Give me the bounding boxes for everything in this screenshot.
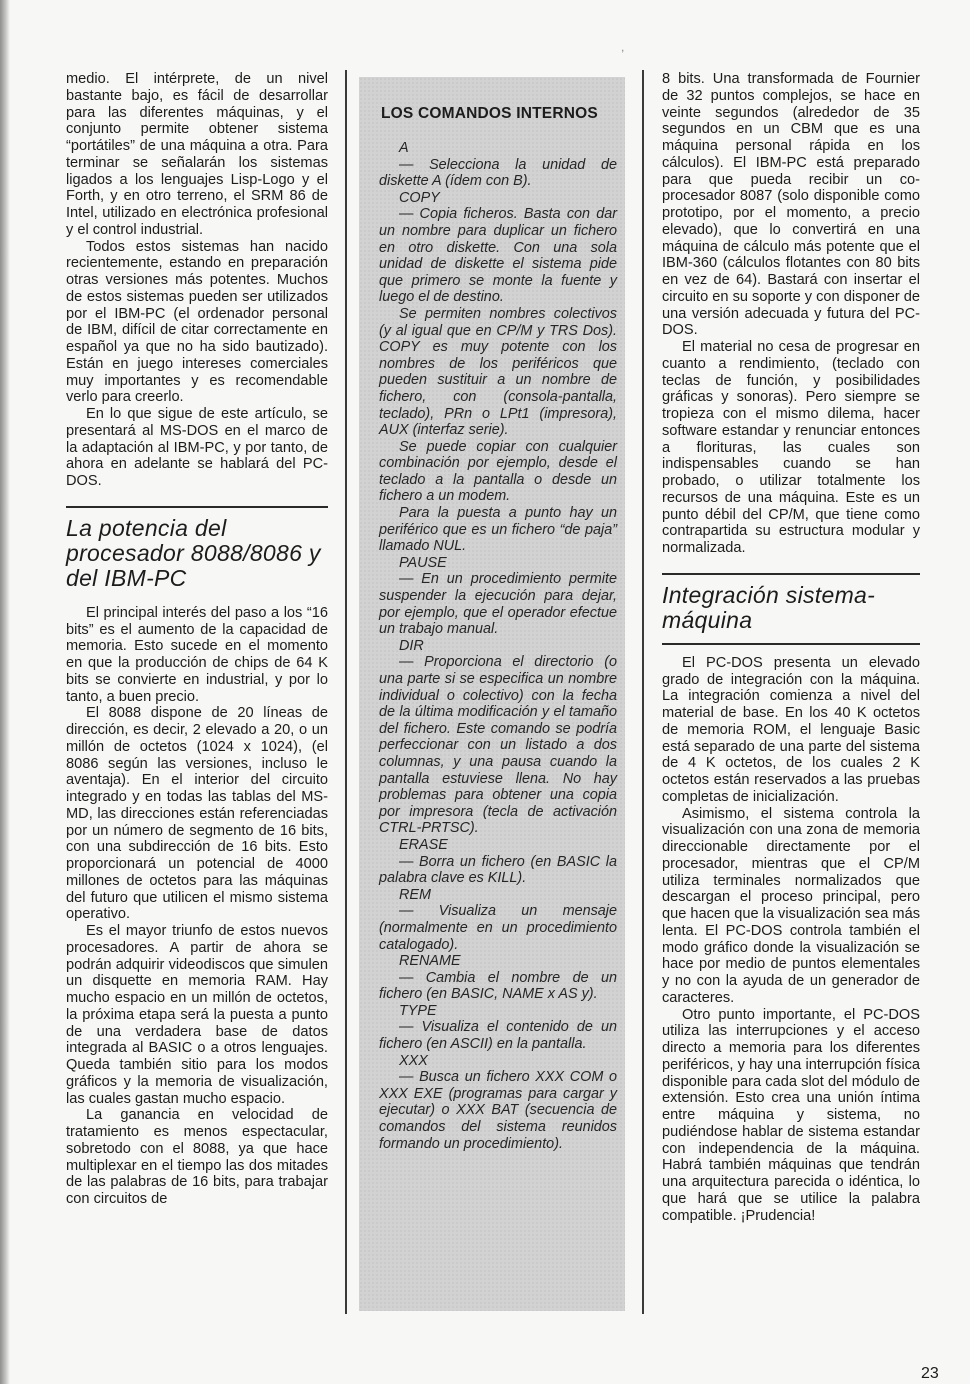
column-3: [662, 71, 920, 1224]
command-description: — Cambia el nombre de un fichero (en BASIC, NAME x AS y).: [379, 969, 617, 1003]
paragraph: El PC-DOS presenta un elevado grado de integración con la máquina. La integración comienza a nivel del material de base. En los 40 K octetos de memoria ROM, el lenguaje Basic está separado de una parte del sistema de 4 K octetos, de los cuales 2 K octetos están reservados a las pruebas completas de inicialización.: [662, 654, 920, 805]
paragraph: 8 bits. Una transformada de Fournier de 32 puntos complejos, se hace en veinte segundos (alrededor de 35 segundos en un CBM que es una máquina personal rápida en los cálculos). El IBM-PC está preparado para que pueda recibir un co-procesador 8087 (solo disponible como prototipo, por el momento, a precio elevado), que lo convertirá en una máquina de cálculo más potente que el IBM-360 (cálculos flotantes con 80 bits en vez de 64). Bastará con insertar el circuito en su soporte y con disponer de una versión adecuada y futura del PC-DOS.: [662, 71, 920, 339]
paragraph: Todos estos sistemas han nacido recientemente, estando en preparación otras versiones más potentes. Muchos de estos sistemas pueden ser utilizados por el IBM-PC (el ordenador personal de IBM, difícil de citar correctamente en español ya que no ha sido bautizado). Están en juego intereses comerciales muy importantes y es recomendable verlo para creerlo.: [66, 238, 328, 406]
commands-sidebar: [359, 77, 625, 1311]
paragraph: El 8088 dispone de 20 líneas de dirección, es decir, 2 elevado a 20, o un millón de octetos (1024 x 1024), (el 8086 según las versiones, incluso le aventaja). En el interior del circuito integrado y en todas las tablas del MS-MD, las direcciones están referenciadas por un número de segmento de 16 bits, con una subdirección de 16 bits. Esto proporcionará un potencial de 4000 millones de octetos para las máquinas del futuro que utilicen el mismo sistema operativo.: [66, 705, 328, 923]
command-description: Para la puesta a punto hay un periférico que es un fichero “de paja” llamado NUL.: [379, 505, 617, 555]
page-number: 23: [921, 1365, 939, 1382]
command-description: — En un procedimiento permite suspender la ejecución para dejar, por ejemplo, que el operador efectue un trabajo manual.: [379, 571, 617, 638]
command-name: REM: [399, 886, 431, 903]
paragraph: Asimismo, el sistema controla la visualización con una zona de memoria direccionable directamente por el procesador, mientras que el CP/M utiliza terminales normalizados que descargan el proceso principal, pero que hacen que la visualización sea más lenta. El PC-DOS controla también el modo gráfico donde la visualización se hace por medio de puntos elementales y no con la ayuda de un generador de caracteres.: [662, 805, 920, 1006]
column-rule-left: [345, 70, 347, 1314]
command-description: — Visualiza un mensaje (normalmente en un procedimiento catalogado).: [379, 903, 617, 953]
command-description: — Visualiza el contenido de un fichero (en ASCII) en la pantalla.: [379, 1019, 617, 1053]
sidebar-body: [379, 140, 617, 1152]
sidebar-title: LOS COMANDOS INTERNOS: [381, 105, 598, 122]
command-description: Se permiten nombres colectivos (y al igual que en CP/M y TRS Dos). COPY es muy potente con los nombres de los periféricos que pueden sustituir a un nombre de fichero, con (consola-pantalla, teclado), PRn o LPt1 (impresora), AUX (interfaz serie).: [379, 305, 617, 439]
command-description: — Proporciona el directorio (o una parte si se especifica un nombre individual o colectivo) con la fecha de la última modificación y el tamaño del fichero. Este comando se podría perfeccionar con un listado a dos columnas, y una pausa cuando la pantalla estuviese llena. No hay problemas para obtener una copia por impresora (tecla de activación CTRL-PRTSC).: [379, 654, 617, 837]
command-description: — Copia ficheros. Basta con dar un nombre para duplicar un fichero en otro diskette. Con una sola unidad de diskette el sistema pide que primero se monte la fuente y luego el de destino.: [379, 206, 617, 306]
section-divider: [662, 643, 920, 645]
paragraph: El principal interés del paso a los “16 bits” es el aumento de la capacidad de memoria. Esto sucede en el momento en que la producción de chips de 64 K bits se convierte en industrial, y por lo tanto, a buen precio.: [66, 604, 328, 705]
command-name: DIR: [399, 637, 424, 654]
paragraph: Otro punto importante, el PC-DOS utiliza las interrupciones y el acceso directo a memoria para los diferentes periféricos, y hay una interrupción física disponible para cada slot del módulo de extensión. Esto crea una unión íntima entre máquina y sistema, no pudiéndose hablar de sistema estandar con independencia de la máquina. Habrá también máquinas que tendrán una arquitectura parecida o idéntica, lo que hará que se utilice la palabra compatible. ¡Prudencia!: [662, 1006, 920, 1224]
command-description: — Busca un fichero XXX COM o XXX EXE (programas para cargar y ejecutar) o XXX BAT (secuencia de comandos del sistema reunidos formando un procedimiento).: [379, 1069, 617, 1152]
command-description: — Selecciona la unidad de diskette A (ídem con B).: [379, 156, 617, 190]
command-name: PAUSE: [399, 554, 447, 571]
command-name: XXX: [399, 1052, 428, 1069]
paragraph: La ganancia en velocidad de tratamiento es menos espectacular, sobretodo con el 8088, ya que hace multiplexar en el tiempo las dos mitades de las palabras de 16 bits, para trabajar con circuitos de: [66, 1107, 328, 1207]
section-divider: [662, 573, 920, 575]
command-name: TYPE: [399, 1002, 437, 1019]
command-name: ERASE: [399, 836, 448, 853]
command-name: A: [399, 140, 409, 156]
paragraph: Es el mayor triunfo de estos nuevos procesadores. A partir de ahora se podrán adquirir videodiscos que simulen un disquette en memoria RAM. Hay mucho espacio en un millón de octetos, la próxima etapa será la puesta a punto de una verdadera base de datos integrada al BASIC o a otros lenguajes. Queda también sitio para los modos gráficos y la memoria de visualización, las cuales gastan mucho espacio.: [66, 923, 328, 1107]
paragraph: En lo que sigue de este artículo, se presentará al MS-DOS en el marco de la adaptación al IBM-PC, y por tanto, de ahora en adelante se hablará del PC-DOS.: [66, 406, 328, 489]
corner-mark: ,: [621, 40, 625, 54]
paragraph: El material no cesa de progresar en cuanto a rendimiento, (teclado con teclas de función, y posibilidades gráficas y sonoras). Pero siempre se tropieza con el mismo dilema, hacer software estandar y renunciar entonces a florituras, las cuales son indispensables cuando se han probado, o utilizar totalmente los recursos de una máquina. Este es un punto débil del CP/M, que tiene como contrapartida su estructura modular y normalizada.: [662, 339, 920, 556]
command-name: COPY: [399, 189, 440, 206]
page-binding-shadow: [0, 0, 10, 1384]
section-heading: Integración sistema-máquina: [662, 581, 876, 633]
command-description: Se puede copiar con cualquier combinación por ejemplo, desde el teclado a la pantalla o desde un fichero a un modem.: [379, 438, 617, 505]
section-divider: [66, 506, 328, 508]
command-name: RENAME: [399, 953, 461, 970]
column-rule-right: [642, 70, 644, 1314]
section-heading: La potencia del procesador 8088/8086 y del IBM-PC: [66, 514, 321, 591]
paragraph: medio. El intérprete, de un nivel bastante bajo, es fácil de desarrollar para las diferentes máquinas, y el conjunto permite obtener sistema “portátiles” de una máquina a otra. Para terminar se señalarán los sistemas ligados a los lenguajes Lisp-Logo y el Forth, y en otro terreno, el SRM 86 de Intel, utilizado en electrónica profesional y el control industrial.: [66, 71, 328, 238]
column-1: [66, 71, 328, 1208]
command-description: — Borra un fichero (en BASIC la palabra clave es KILL).: [379, 853, 617, 887]
